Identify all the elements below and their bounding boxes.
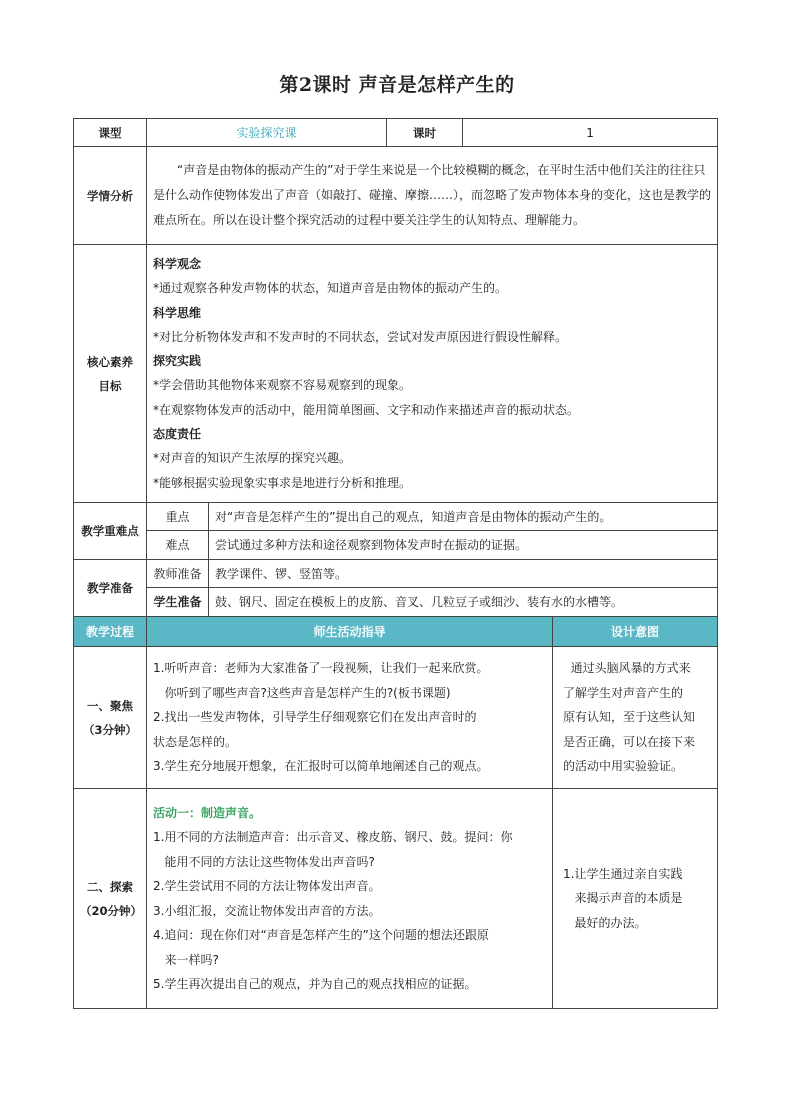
core-content xyxy=(147,245,718,503)
process-header-stage: 教学过程 xyxy=(74,617,147,647)
guide-line: 2.找出一些发声物体，引导学生仔细观察它们在发出声音时的 xyxy=(153,710,477,725)
guide-line: 状态是怎样的。 xyxy=(153,734,238,749)
guide-line: 你听到了哪些声音?这些声音是怎样产生的?(板书课题) xyxy=(153,685,451,700)
student-prep-row xyxy=(74,588,718,617)
stage-time: （3分钟） xyxy=(82,722,137,737)
key-points-label: 教学重难点 xyxy=(74,503,147,560)
difficult-point-name: 难点 xyxy=(147,531,209,560)
course-type-value: 实验探究课 xyxy=(147,119,387,147)
intent-line: 了解学生对声音产生的 xyxy=(563,685,684,700)
lesson-plan-table xyxy=(73,118,718,1009)
core-head-3: 探究实践 xyxy=(153,354,202,368)
guide-line: 来一样吗? xyxy=(153,952,219,967)
analysis-label: 学情分析 xyxy=(74,147,147,245)
difficult-point-row xyxy=(74,531,718,560)
core-line: *能够根据实验现象实事求是地进行分析和推理。 xyxy=(153,475,412,490)
guide-line: 1.用不同的方法制造声音：出示音叉、橡皮筋、钢尺、鼓。提问：你 xyxy=(153,830,513,844)
course-hours-value: 1 xyxy=(463,119,718,147)
core-line: *对声音的知识产生浓厚的探究兴趣。 xyxy=(153,451,352,465)
stage-name: 一、聚焦 xyxy=(87,698,133,713)
core-row xyxy=(74,245,718,503)
teacher-prep-text: 教学课件、锣、竖笛等。 xyxy=(209,560,718,588)
guide-line: 3.学生充分地展开想象，在汇报时可以简单地阐述自己的观点。 xyxy=(153,759,489,774)
core-label-line2: 目标 xyxy=(98,378,122,393)
guide-line: 3.小组汇报，交流让物体发出声音的方法。 xyxy=(153,903,381,918)
student-prep-name: 学生准备 xyxy=(147,588,209,617)
key-point-row xyxy=(74,503,718,531)
course-type-label: 课型 xyxy=(74,119,147,147)
analysis-text: “声音是由物体的振动产生的”对于学生来说是一个比较模糊的概念，在平时生活中他们关注的往往只是什么动作使物体发出了声音（如敲打、碰撞、摩擦……），而忽略了发声物体本身的变化，这也是教学的难点所在。所以在设计整个探究活动的过程中要关注学生的认知特点、理解能力。 xyxy=(147,147,718,245)
key-point-name: 重点 xyxy=(147,503,209,531)
stage-label xyxy=(74,789,147,1009)
stage-intent xyxy=(553,789,718,1009)
stage-row-focus xyxy=(74,647,718,789)
intent-line: 来揭示声音的本质是 xyxy=(563,891,683,906)
core-line: *对比分析物体发声和不发声时的不同状态，尝试对发声原因进行假设性解释。 xyxy=(153,329,568,344)
stage-intent xyxy=(553,647,718,789)
course-info-row xyxy=(74,119,718,147)
process-header-intent: 设计意图 xyxy=(553,617,718,647)
analysis-row xyxy=(74,147,718,245)
process-header-row xyxy=(74,617,718,647)
guide-line: 2.学生尝试用不同的方法让物体发出声音。 xyxy=(153,879,381,893)
activity-title: 活动一：制造声音。 xyxy=(153,805,262,820)
stage-name: 二、探索 xyxy=(87,879,133,894)
core-head-2: 科学思维 xyxy=(153,305,202,320)
intent-line: 的活动中用实验验证。 xyxy=(563,759,684,774)
core-head-1: 科学观念 xyxy=(153,257,202,271)
guide-line: 1.听听声音：老师为大家准备了一段视频，让我们一起来欣赏。 xyxy=(153,661,489,676)
key-point-text: 对“声音是怎样产生的”提出自己的观点，知道声音是由物体的振动产生的。 xyxy=(209,503,718,531)
core-label xyxy=(74,245,147,503)
student-prep-text: 鼓、钢尺、固定在模板上的皮筋、音叉、几粒豆子或细沙、装有水的水槽等。 xyxy=(209,588,718,617)
guide-line: 4.追问：现在你们对“声音是怎样产生的”这个问题的想法还跟原 xyxy=(153,928,489,942)
guide-line: 能用不同的方法让这些物体发出声音吗? xyxy=(153,854,375,869)
stage-guide xyxy=(147,789,553,1009)
stage-guide xyxy=(147,647,553,789)
guide-line: 5.学生再次提出自己的观点，并为自己的观点找相应的证据。 xyxy=(153,977,477,991)
difficult-point-text: 尝试通过多种方法和途径观察到物体发声时在振动的证据。 xyxy=(209,531,718,560)
teacher-prep-row xyxy=(74,560,718,588)
intent-line: 是否正确，可以在接下来 xyxy=(563,734,696,749)
intent-line: 原有认知，至于这些认知 xyxy=(563,710,696,725)
stage-label xyxy=(74,647,147,789)
process-header-guide: 师生活动指导 xyxy=(147,617,553,647)
page-title: 第2课时 声音是怎样产生的 xyxy=(279,74,515,96)
intent-line: 通过头脑风暴的方式来 xyxy=(563,661,691,676)
intent-line: 最好的办法。 xyxy=(563,915,647,930)
course-hours-label: 课时 xyxy=(387,119,463,147)
core-line: *学会借助其他物体来观察不容易观察到的现象。 xyxy=(153,378,412,392)
teacher-prep-name: 教师准备 xyxy=(147,560,209,588)
stage-time: （20分钟） xyxy=(80,903,143,918)
core-line: *在观察物体发声的活动中，能用简单图画、文字和动作来描述声音的振动状态。 xyxy=(153,402,580,417)
stage-row-explore xyxy=(74,789,718,1009)
core-head-4: 态度责任 xyxy=(153,427,202,441)
core-label-line1: 核心素养 xyxy=(87,354,133,369)
prep-label: 教学准备 xyxy=(74,560,147,617)
intent-line: 1.让学生通过亲自实践 xyxy=(563,866,683,881)
core-line: *通过观察各种发声物体的状态，知道声音是由物体的振动产生的。 xyxy=(153,281,508,295)
